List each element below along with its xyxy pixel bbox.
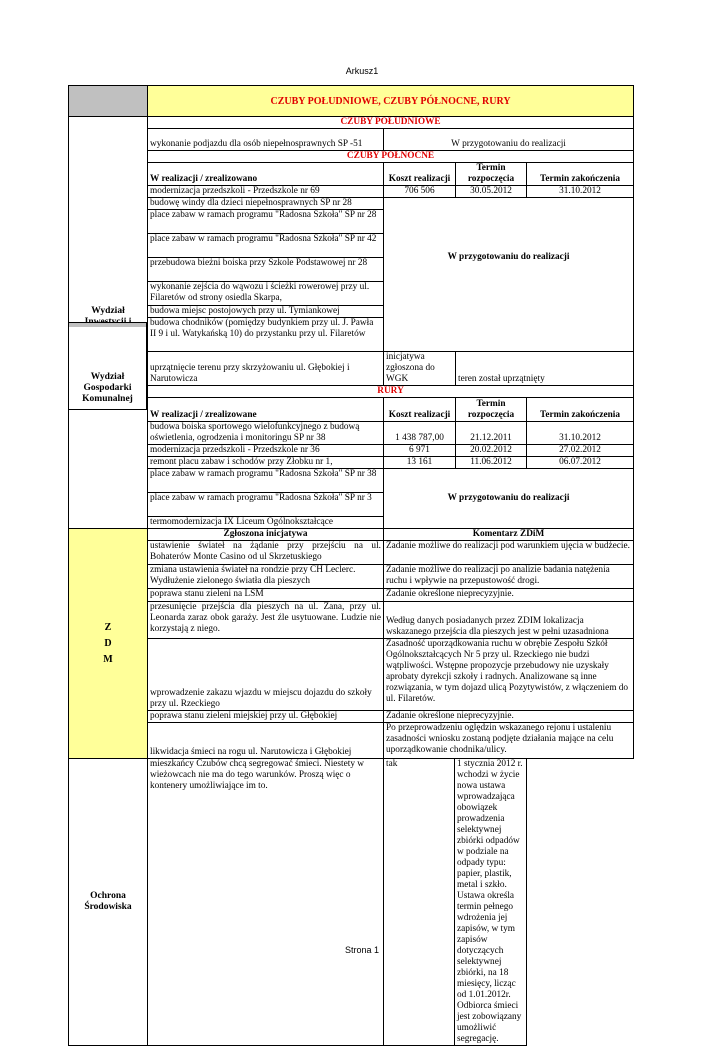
rury-prep-item: place zabaw w ramach programu "Radosna Szkoła" SP nr 38 [148,469,384,493]
rury-row-task: budowa boiska sportowego wielofunkcyjnego z budową oświetlenia, ogrodzenia i monitoringu SP nr 38 [148,422,384,445]
ochrona-spill-cell [527,759,634,1046]
zdm-initiative: przesunięcie przejścia dla pieszych na ul. Zana, przy ul. Leonarda zaraz obok garaży. Jest źle usytuowane. Ludzie nie korzystają z niego. [148,602,384,639]
dept-zdm-letter: D [104,637,112,649]
dept-zdm-letter: Z [104,621,112,633]
zdm-col-comment: Komentarz ZDiM [384,529,634,541]
rury-row-cost: 13 161 [384,457,456,469]
north-row-start: 30.05.2012 [456,186,527,198]
ochrona-answer: tak [386,759,398,769]
zdm-comment: Po przeprowadzeniu oględzin wskazanego rejonu i ustaleniu zasadności wniosku zostaną podjęte działania mające na celu uporządkowanie chodnika/ulicy. [384,723,634,759]
north-prep-item: budowa miejsc postojowych przy ul. Tymiankowej [148,306,384,318]
gk-note: inicjatywa zgłoszona do WGK [384,352,456,386]
north-col-cost: Koszt realizacji [384,163,456,186]
south-status: W przygotowaniu do realizacji [384,129,634,151]
zdm-col-initiative: Zgłoszona inicjatywa [148,529,384,541]
gk-gray-strip [69,323,146,327]
dept-zdm [69,529,148,759]
ochrona-comment: 1 stycznia 2012 r. wchodzi w życie nowa ustawa wprowadzająca obowiązek prowadzenia selektywnej zbiórki odpadów w podziale na odpady typu: papier, plastik, metal i szkło. Ustawa określa termin pełnego wdrożenia jej zapisów, w tym zapisów dotyczących selektywnej zbiórki, na 18 miesięcy, licząc od 1.01.2012r. Odbiorca śmieci jest zobowiązany umożliwić segregację. [454,759,526,1045]
rury-row-end: 31.10.2012 [527,422,634,445]
rury-row-end: 27.02.2012 [527,445,634,457]
sheet-header: Arkusz1 [345,66,379,76]
north-prep-item: budowę windy dla dzieci niepełnosprawnych SP nr 28 [148,198,384,210]
zdm-comment: Według danych posiadanych przez ZDIM lokalizacja wskazanego przejścia dla pieszych jest w pełni uzasadniona [384,602,634,639]
page-title: CZUBY POŁUDNIOWE, CZUBY PÓŁNOCNE, RURY [148,86,634,117]
rury-header: RURY [148,386,634,398]
north-col-start: Termin rozpoczęcia [456,163,527,186]
ochrona-answer-cell [384,759,527,1046]
rury-prep-item: place zabaw w ramach programu "Radosna Szkoła" SP nr 3 [148,493,384,517]
rury-col-end: Termin zakończenia [527,398,634,422]
dept-gospodarki [68,322,147,410]
gk-task-1: budowa chodników (pomiędzy budynkiem przy ul. J. Pawła II 9 i ul. Watykańską 10) do przystanku przy ul. Filaretów [148,318,384,352]
gk-task-2: uprzątnięcie terenu przy skrzyżowaniu ul. Głębokiej i Narutowicza [148,352,384,386]
zdm-comment: Zadanie określone nieprecyzyjnie. [384,589,634,602]
rury-row-start: 20.02.2012 [456,445,527,457]
dept-gospodarki-label: Wydział Gospodarki Komunalnej [82,372,133,404]
rury-row-cost: 1 438 787,00 [384,422,456,445]
rury-col-cost: Koszt realizacji [384,398,456,422]
rury-prep-status: W przygotowaniu do realizacji [384,469,634,529]
title-left-cell [69,86,148,117]
dept-zdm-letter: M [103,653,113,665]
rury-col-start: Termin rozpoczęcia [456,398,527,422]
zdm-initiative: wprowadzenie zakazu wjazdu w miejscu dojazdu do szkoły przy ul. Rzeckiego [148,639,384,711]
sheet-footer: Strona 1 [344,945,380,955]
rury-row-task: remont placu zabaw i schodów przy Żłobku nr 1, [148,457,384,469]
north-prep-status: W przygotowaniu do realizacji [384,198,634,318]
rury-prep-item: termomodernizacja IX Liceum Ogólnokształcące [148,517,384,529]
zdm-comment: Zasadność uporządkowania ruchu w obrębie Zespołu Szkół Ogólnokształcących Nr 5 przy ul. Rzeckiego nie budzi wątpliwości. Wstępne propozycje przebudowy nie uzyskały aprobaty dyrekcji szkoły i radnych. Analizowane są inne rozwiązania, w tym dojazd ulicą Pozytywistów, z włączeniem do ul. Filaretów. [384,639,634,711]
south-task: wykonanie podjazdu dla osób niepełnosprawnych SP -51 [148,129,384,151]
dept-ochrona: Ochrona Środowiska [69,759,148,1046]
north-col-end: Termin zakończenia [527,163,634,186]
zdm-initiative: likwidacja śmieci na rogu ul. Narutowicza i Głębokiej [148,723,384,759]
rury-row-task: modernizacja przedszkoli - Przedszkole nr 36 [148,445,384,457]
report-table [68,85,634,1046]
north-prep-item: place zabaw w ramach programu "Radosna Szkoła" SP nr 28 [148,210,384,234]
gk-status: teren został uprzątnięty [456,352,634,386]
south-header: CZUBY POŁUDNIOWE [148,117,634,129]
rury-row-cost: 6 971 [384,445,456,457]
rury-row-start: 21.12.2011 [456,422,527,445]
north-col-task: W realizacji / zrealizowano [148,163,384,186]
north-row-cost: 706 506 [384,186,456,198]
zdm-initiative: poprawa stanu zieleni na LSM [148,589,384,602]
zdm-comment: Zadanie możliwe do realizacji po analizie badania natężenia ruchu i wpływie na przepustowość drogi. [384,565,634,589]
rury-row-start: 11.06.2012 [456,457,527,469]
dept-inwestycje: Wydział [69,117,148,529]
north-prep-item: wykonanie zejścia do wąwozu i ścieżki rowerowej przy ul. Filaretów od strony osiedla Skarpa, [148,282,384,306]
north-row-task: modernizacja przedszkoli - Przedszkole nr 69 [148,186,384,198]
rury-col-task: W realizacji / zrealizowane [148,398,384,422]
north-row-end: 31.10.2012 [527,186,634,198]
zdm-initiative: zmiana ustawienia świateł na rondzie przy CH Leclerc. Wydłużenie zielonego światła dla pieszych [148,565,384,589]
zdm-comment: Zadanie możliwe do realizacji pod warunkiem ujęcia w budżecie. [384,541,634,565]
zdm-initiative: ustawienie świateł na żądanie przy przejściu na ul. Bohaterów Monte Casino od ul Skrzetuskiego [148,541,384,565]
north-prep-item: place zabaw w ramach programu "Radosna Szkoła" SP nr 42 [148,234,384,258]
report-sheet [68,85,633,1046]
rury-row-end: 06.07.2012 [527,457,634,469]
zdm-comment: Zadanie określone nieprecyzyjnie. [384,711,634,723]
ochrona-initiative: mieszkańcy Czubów chcą segregować śmieci. Niestety w wieżowcach nie ma do tego warunków. Proszą więc o kontenery umożliwiające im to. [148,759,384,1046]
zdm-initiative: poprawa stanu zieleni miejskiej przy ul. Głębokiej [148,711,384,723]
north-prep-item: przebudowa bieżni boiska przy Szkole Podstawowej nr 28 [148,258,384,282]
north-header: CZUBY PÓŁNOCNE [148,151,634,163]
gk-empty-cell [384,318,634,352]
